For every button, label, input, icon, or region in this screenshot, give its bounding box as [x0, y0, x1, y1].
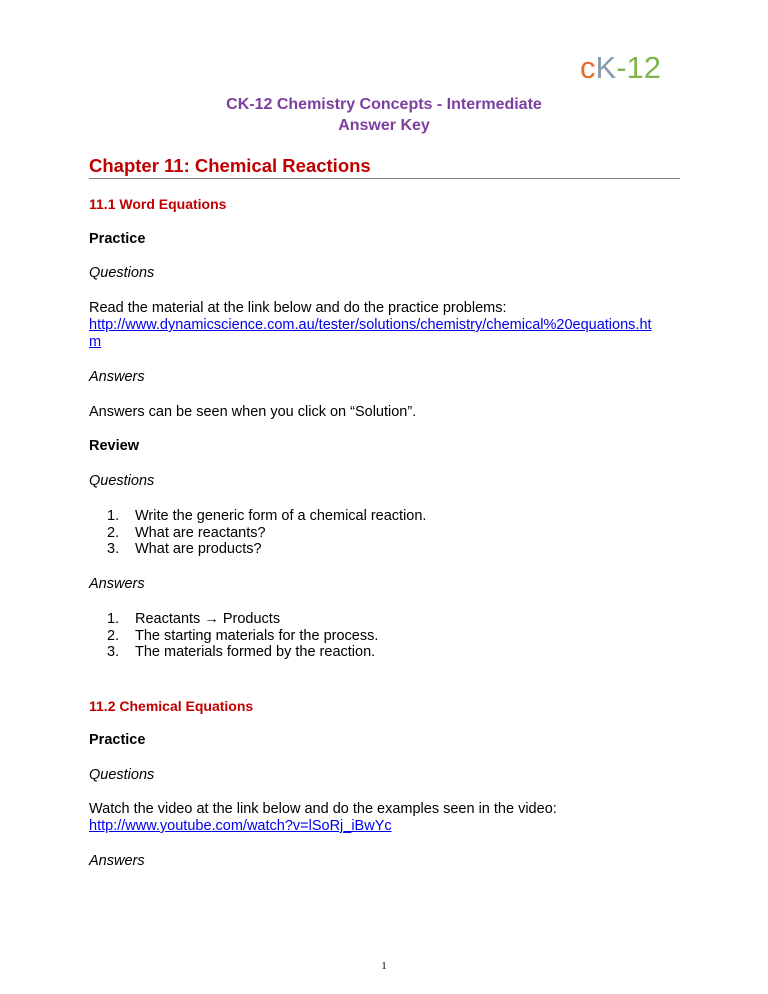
- document-subtitle: Answer Key: [338, 117, 430, 134]
- answers-label: Answers: [89, 853, 145, 869]
- section-heading-11-2: 11.2 Chemical Equations: [89, 698, 254, 714]
- practice-link[interactable]: http://www.dynamicscience.com.au/tester/solutions/chemistry/chemical%20equations.ht: [89, 317, 652, 333]
- practice-instructions: Read the material at the link below and do the practice problems:: [89, 300, 507, 316]
- review-label: Review: [89, 438, 139, 454]
- practice-link-continued[interactable]: m: [89, 334, 102, 350]
- practice-label: Practice: [89, 732, 146, 748]
- section-heading-11-1: 11.1 Word Equations: [89, 196, 227, 212]
- document-title: CK-12 Chemistry Concepts - Intermediate: [226, 96, 542, 113]
- video-link[interactable]: http://www.youtube.com/watch?v=lSoRj_iBwYc: [89, 818, 392, 834]
- chapter-divider: [89, 178, 680, 179]
- document-page: cK-12 CK-12 Chemistry Concepts - Intermediate Answer Key Chapter 11: Chemical Reactions 11.1 Word Equations Practice Questions Read the material at the link below and do the practice problems: http://www.dynamicscience.com.au/tester/solutions/chemistry/chemical%20equations.ht m Answers Answers can be seen when you click on “Solution”. Review Questions 1. Write the generic form of a chemical reaction. 2. What are reactants? 3. What are products? Answers 1. Reactants → Products 2. The starting materials for the process. 3. The materials formed by the reaction. 11.2 Chemical Equations Practice Questions Watch the video at the link below and do the examples seen in the video: http://www.youtube.com/watch?v=lSoRj_iBwYc Answers 1: [0, 0, 768, 994]
- review-questions-label: Questions: [89, 473, 155, 489]
- questions-label: Questions: [89, 767, 155, 783]
- practice-answer-text: Answers can be seen when you click on “Solution”.: [89, 404, 417, 420]
- ck12-logo: cK-12: [580, 50, 661, 85]
- practice-label: Practice: [89, 231, 146, 247]
- practice-instructions: Watch the video at the link below and do the examples seen in the video:: [89, 801, 557, 817]
- chapter-heading: Chapter 11: Chemical Reactions: [89, 155, 371, 176]
- answers-label: Answers: [89, 369, 145, 385]
- questions-label: Questions: [89, 265, 155, 281]
- page-number: 1: [381, 960, 387, 972]
- review-answers-label: Answers: [89, 576, 145, 592]
